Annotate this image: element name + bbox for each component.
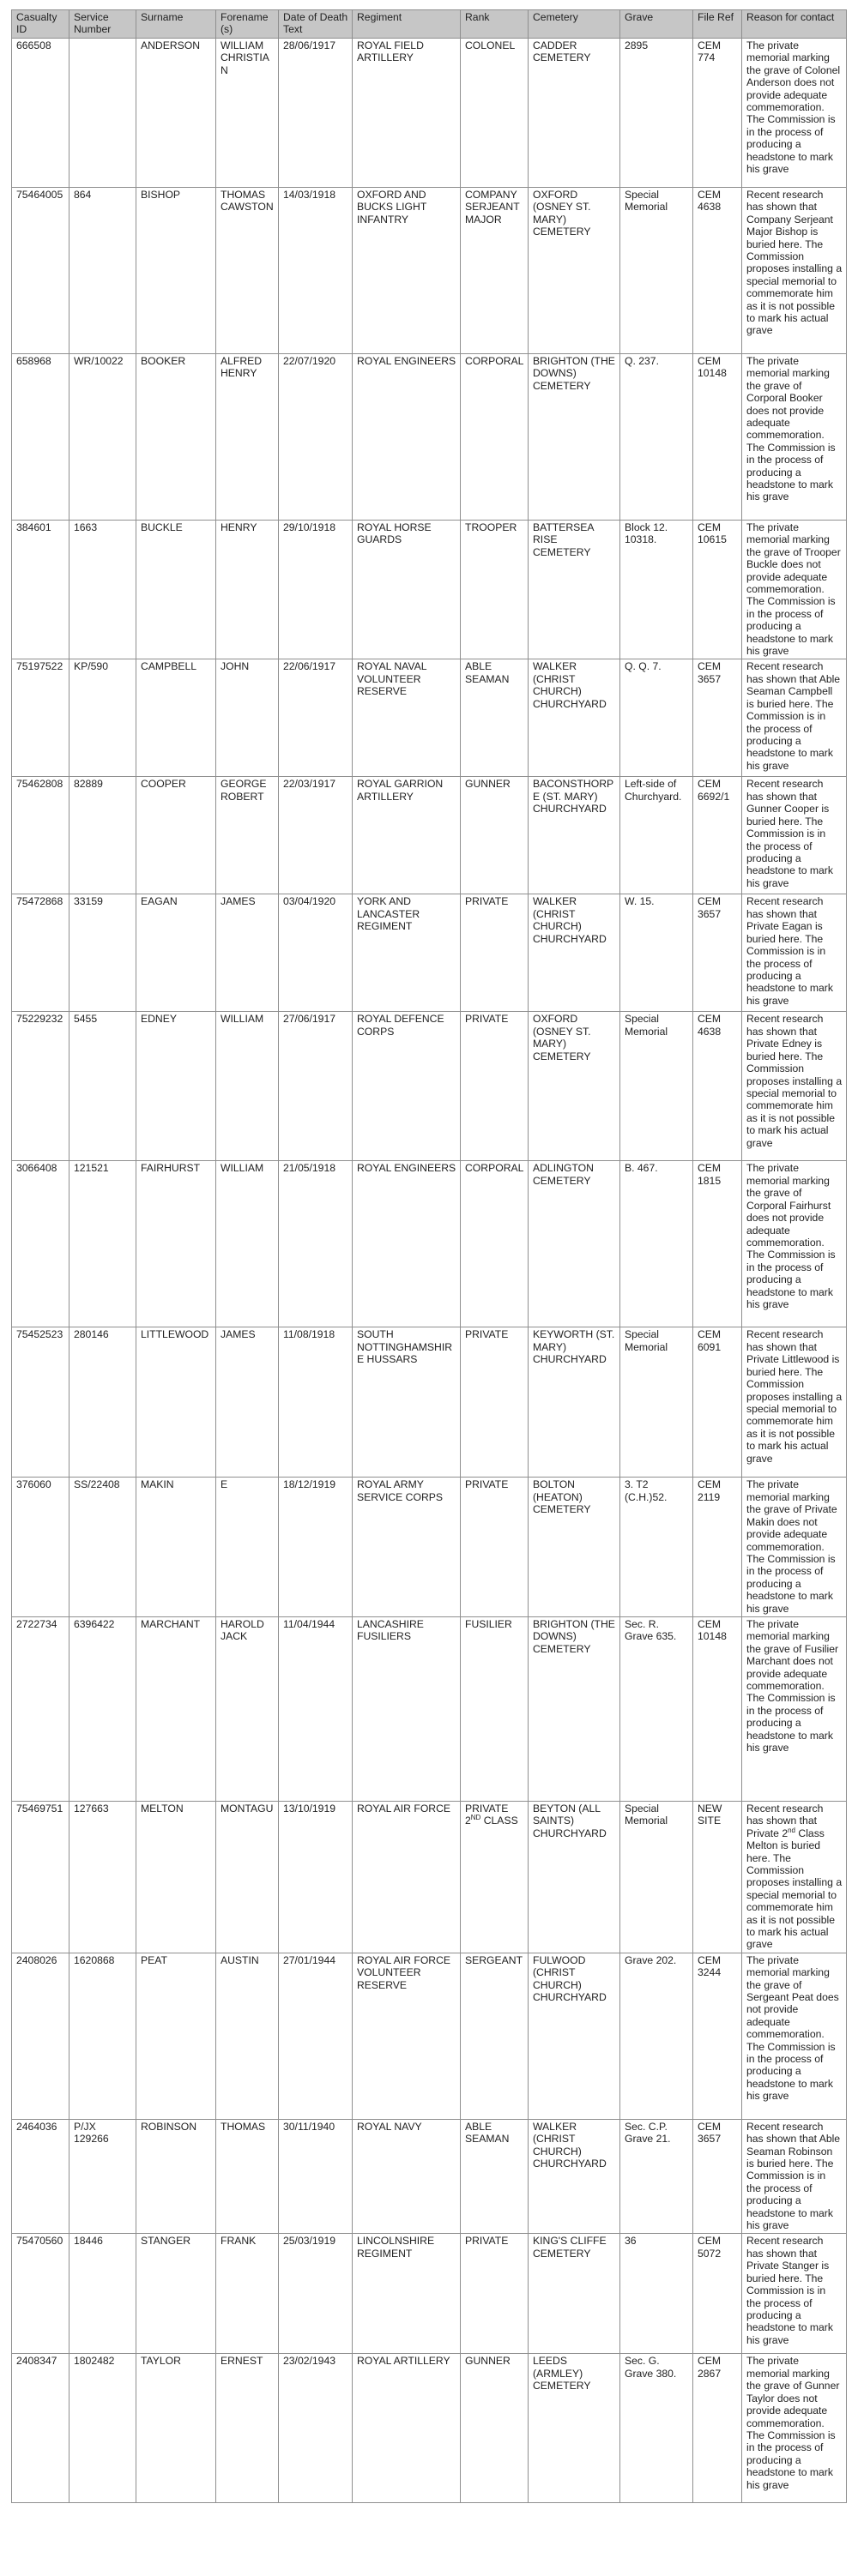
cemetery-cell: WALKER (CHRIST CHURCH) CHURCHYARD	[529, 2119, 620, 2234]
table-row	[12, 1012, 847, 1161]
table-row	[12, 2234, 847, 2354]
header-casualty-id: Casualty ID	[12, 10, 69, 39]
rank-cell: FUSILIER	[461, 1616, 529, 1801]
table-row	[12, 39, 847, 188]
cemetery-cell: CADDER CEMETERY	[529, 39, 620, 188]
regiment-cell: SOUTH NOTTINGHAMSHIRE HUSSARS	[353, 1327, 461, 1478]
table-row	[12, 521, 847, 659]
file-ref-cell: CEM 2119	[693, 1478, 742, 1616]
regiment-cell: ROYAL AIR FORCE	[353, 1801, 461, 1953]
service-number-cell: 1802482	[69, 2354, 136, 2503]
rank-cell: ABLE SEAMAN	[461, 2119, 529, 2234]
casualty-id-cell: 658968	[12, 354, 69, 521]
cemetery-cell: BATTERSEA RISE CEMETERY	[529, 521, 620, 659]
table-row	[12, 1327, 847, 1478]
table-row	[12, 894, 847, 1012]
grave-cell: Special Memorial	[620, 1327, 693, 1478]
date-of-death-cell: 22/07/1920	[279, 354, 353, 521]
rank-cell: COLONEL	[461, 39, 529, 188]
casualty-id-cell: 75472868	[12, 894, 69, 1012]
date-of-death-cell: 27/06/1917	[279, 1012, 353, 1161]
cemetery-cell: BOLTON (HEATON) CEMETERY	[529, 1478, 620, 1616]
reason-text: Recent research has shown that Private 2	[746, 1802, 824, 1839]
file-ref-cell: CEM 6692/1	[693, 777, 742, 894]
service-number-cell: SS/22408	[69, 1478, 136, 1616]
reason-cell	[742, 1801, 847, 1953]
casualty-id-cell: 75470560	[12, 2234, 69, 2354]
rank-cell: SERGEANT	[461, 1953, 529, 2119]
cemetery-cell: BEYTON (ALL SAINTS) CHURCHYARD	[529, 1801, 620, 1953]
table-row	[12, 1478, 847, 1616]
surname-cell: CAMPBELL	[136, 659, 216, 777]
forenames-cell: GEORGE ROBERT	[216, 777, 279, 894]
file-ref-cell: CEM 10148	[693, 354, 742, 521]
reason-cell: Recent research has shown that Private Eagan is buried here. The Commission is in the process of producing a headstone to mark his grave	[742, 894, 847, 1012]
date-of-death-cell: 28/06/1917	[279, 39, 353, 188]
grave-cell: Special Memorial	[620, 1012, 693, 1161]
cemetery-cell: KEYWORTH (ST. MARY) CHURCHYARD	[529, 1327, 620, 1478]
reason-cell: The private memorial marking the grave of Fusilier Marchant does not provide adequate commemoration. The Commission is in the process of producing a headstone to mark his grave	[742, 1616, 847, 1801]
forenames-cell: JAMES	[216, 894, 279, 1012]
grave-cell: Block 12. 10318.	[620, 521, 693, 659]
surname-cell: STANGER	[136, 2234, 216, 2354]
grave-cell: Sec. G. Grave 380.	[620, 2354, 693, 2503]
header-service-number: Service Number	[69, 10, 136, 39]
forenames-cell: WILLIAM	[216, 1161, 279, 1327]
surname-cell: MARCHANT	[136, 1616, 216, 1801]
casualty-id-cell: 2464036	[12, 2119, 69, 2234]
service-number-cell: KP/590	[69, 659, 136, 777]
regiment-cell: OXFORD AND BUCKS LIGHT INFANTRY	[353, 188, 461, 354]
forenames-cell: FRANK	[216, 2234, 279, 2354]
date-of-death-cell: 14/03/1918	[279, 188, 353, 354]
surname-cell: PEAT	[136, 1953, 216, 2119]
table-row	[12, 659, 847, 777]
reason-cell: Recent research has shown that Private Edney is buried here. The Commission proposes installing a special memorial to commemorate him as it is not possible to mark his actual grave	[742, 1012, 847, 1161]
table-row	[12, 2119, 847, 2234]
rank-text: PRIVATE 2	[465, 1802, 509, 1827]
table-row	[12, 188, 847, 354]
reason-cell: The private memorial marking the grave of Private Makin does not provide adequate commemoration. The Commission is in the process of producing a headstone to mark his grave	[742, 1478, 847, 1616]
rank-cell: CORPORAL	[461, 1161, 529, 1327]
casualty-id-cell: 75229232	[12, 1012, 69, 1161]
regiment-cell: YORK AND LANCASTER REGIMENT	[353, 894, 461, 1012]
forenames-cell: ALFRED HENRY	[216, 354, 279, 521]
casualty-id-cell: 3066408	[12, 1161, 69, 1327]
reason-cell: Recent research has shown that Private Littlewood is buried here. The Commission proposes installing a special memorial to commemorate him as it is not possible to mark his actual grave	[742, 1327, 847, 1478]
forenames-cell: HAROLD JACK	[216, 1616, 279, 1801]
reason-cell: The private memorial marking the grave of Corporal Booker does not provide adequate commemoration. The Commission is in the process of producing a headstone to mark his grave	[742, 354, 847, 521]
reason-cell: Recent research has shown that Private Stanger is buried here. The Commission is in the process of producing a headstone to mark his grave	[742, 2234, 847, 2354]
rank-superscript: ND	[470, 1814, 481, 1822]
file-ref-cell: CEM 3657	[693, 2119, 742, 2234]
casualty-id-cell: 75464005	[12, 188, 69, 354]
header-cemetery: Cemetery	[529, 10, 620, 39]
forenames-cell: AUSTIN	[216, 1953, 279, 2119]
table-header-row	[12, 10, 847, 39]
surname-cell: BUCKLE	[136, 521, 216, 659]
rank-cell: TROOPER	[461, 521, 529, 659]
regiment-cell: ROYAL ARMY SERVICE CORPS	[353, 1478, 461, 1616]
casualty-table	[11, 9, 847, 2503]
file-ref-cell: CEM 4638	[693, 188, 742, 354]
surname-cell: TAYLOR	[136, 2354, 216, 2503]
grave-cell: Grave 202.	[620, 1953, 693, 2119]
date-of-death-cell: 29/10/1918	[279, 521, 353, 659]
date-of-death-cell: 11/08/1918	[279, 1327, 353, 1478]
surname-cell: LITTLEWOOD	[136, 1327, 216, 1478]
date-of-death-cell: 25/03/1919	[279, 2234, 353, 2354]
service-number-cell: 280146	[69, 1327, 136, 1478]
regiment-cell: ROYAL HORSE GUARDS	[353, 521, 461, 659]
header-regiment: Regiment	[353, 10, 461, 39]
grave-cell: Q. Q. 7.	[620, 659, 693, 777]
file-ref-cell: CEM 3244	[693, 1953, 742, 2119]
surname-cell: EAGAN	[136, 894, 216, 1012]
grave-cell: 36	[620, 2234, 693, 2354]
header-reason: Reason for contact	[742, 10, 847, 39]
date-of-death-cell: 21/05/1918	[279, 1161, 353, 1327]
date-of-death-cell: 03/04/1920	[279, 894, 353, 1012]
surname-cell: FAIRHURST	[136, 1161, 216, 1327]
grave-cell: Q. 237.	[620, 354, 693, 521]
date-of-death-cell: 30/11/1940	[279, 2119, 353, 2234]
table-row	[12, 777, 847, 894]
date-of-death-cell: 18/12/1919	[279, 1478, 353, 1616]
surname-cell: MELTON	[136, 1801, 216, 1953]
cemetery-cell: OXFORD (OSNEY ST. MARY) CEMETERY	[529, 1012, 620, 1161]
grave-cell: Special Memorial	[620, 188, 693, 354]
reason-cell: The private memorial marking the grave of Trooper Buckle does not provide adequate commemoration. The Commission is in the process of producing a headstone to mark his grave	[742, 521, 847, 659]
surname-cell: MAKIN	[136, 1478, 216, 1616]
casualty-id-cell: 75197522	[12, 659, 69, 777]
casualty-id-cell: 75452523	[12, 1327, 69, 1478]
casualty-id-cell: 384601	[12, 521, 69, 659]
service-number-cell: P/JX 129266	[69, 2119, 136, 2234]
casualty-id-cell: 376060	[12, 1478, 69, 1616]
regiment-cell: ROYAL NAVAL VOLUNTEER RESERVE	[353, 659, 461, 777]
service-number-cell: 864	[69, 188, 136, 354]
file-ref-cell: CEM 3657	[693, 894, 742, 1012]
regiment-cell: ROYAL NAVY	[353, 2119, 461, 2234]
cemetery-cell: BACONSTHORPE (ST. MARY) CHURCHYARD	[529, 777, 620, 894]
rank-text-rest: CLASS	[480, 1815, 518, 1827]
table-row	[12, 1616, 847, 1801]
grave-cell: 3. T2 (C.H.)52.	[620, 1478, 693, 1616]
header-file-ref: File Ref	[693, 10, 742, 39]
file-ref-cell: CEM 774	[693, 39, 742, 188]
reason-cell: The private memorial marking the grave of Sergeant Peat does not provide adequate commemoration. The Commission is in the process of producing a headstone to mark his grave	[742, 1953, 847, 2119]
table-row	[12, 2354, 847, 2503]
regiment-cell: ROYAL ENGINEERS	[353, 1161, 461, 1327]
header-rank: Rank	[461, 10, 529, 39]
rank-cell: PRIVATE	[461, 1012, 529, 1161]
file-ref-cell: CEM 4638	[693, 1012, 742, 1161]
cemetery-cell: WALKER (CHRIST CHURCH) CHURCHYARD	[529, 894, 620, 1012]
reason-cell: Recent research has shown that Gunner Cooper is buried here. The Commission is in the process of producing a headstone to mark his grave	[742, 777, 847, 894]
cemetery-cell: ADLINGTON CEMETERY	[529, 1161, 620, 1327]
header-forenames: Forename (s)	[216, 10, 279, 39]
forenames-cell: WILLIAM	[216, 1012, 279, 1161]
regiment-cell: LANCASHIRE FUSILIERS	[353, 1616, 461, 1801]
forenames-cell: HENRY	[216, 521, 279, 659]
table-row	[12, 1801, 847, 1953]
date-of-death-cell: 23/02/1943	[279, 2354, 353, 2503]
regiment-cell: ROYAL AIR FORCE VOLUNTEER RESERVE	[353, 1953, 461, 2119]
rank-cell: COMPANY SERJEANT MAJOR	[461, 188, 529, 354]
file-ref-cell: NEW SITE	[693, 1801, 742, 1953]
surname-cell: COOPER	[136, 777, 216, 894]
surname-cell: BISHOP	[136, 188, 216, 354]
regiment-cell: ROYAL ENGINEERS	[353, 354, 461, 521]
service-number-cell: 82889	[69, 777, 136, 894]
date-of-death-cell: 22/03/1917	[279, 777, 353, 894]
forenames-cell: JAMES	[216, 1327, 279, 1478]
cemetery-cell: BRIGHTON (THE DOWNS) CEMETERY	[529, 1616, 620, 1801]
casualty-id-cell: 2408026	[12, 1953, 69, 2119]
service-number-cell: 1620868	[69, 1953, 136, 2119]
file-ref-cell: CEM 6091	[693, 1327, 742, 1478]
service-number-cell: 1663	[69, 521, 136, 659]
rank-cell: ABLE SEAMAN	[461, 659, 529, 777]
forenames-cell: THOMAS	[216, 2119, 279, 2234]
date-of-death-cell: 13/10/1919	[279, 1801, 353, 1953]
casualty-table-container	[11, 9, 846, 2503]
regiment-cell: ROYAL FIELD ARTILLERY	[353, 39, 461, 188]
file-ref-cell: CEM 5072	[693, 2234, 742, 2354]
forenames-cell: WILLIAM CHRISTIAN	[216, 39, 279, 188]
rank-cell: GUNNER	[461, 2354, 529, 2503]
rank-cell: GUNNER	[461, 777, 529, 894]
cemetery-cell: OXFORD (OSNEY ST. MARY) CEMETERY	[529, 188, 620, 354]
casualty-id-cell: 2408347	[12, 2354, 69, 2503]
casualty-id-cell: 666508	[12, 39, 69, 188]
grave-cell: W. 15.	[620, 894, 693, 1012]
header-date-of-death: Date of Death Text	[279, 10, 353, 39]
rank-cell	[461, 1801, 529, 1953]
table-row	[12, 1161, 847, 1327]
service-number-cell: WR/10022	[69, 354, 136, 521]
casualty-id-cell: 75462808	[12, 777, 69, 894]
file-ref-cell: CEM 2867	[693, 2354, 742, 2503]
grave-cell: Special Memorial	[620, 1801, 693, 1953]
service-number-cell: 121521	[69, 1161, 136, 1327]
casualty-id-cell: 2722734	[12, 1616, 69, 1801]
service-number-cell: 127663	[69, 1801, 136, 1953]
forenames-cell: ERNEST	[216, 2354, 279, 2503]
service-number-cell: 18446	[69, 2234, 136, 2354]
reason-superscript: nd	[788, 1826, 796, 1834]
surname-cell: ANDERSON	[136, 39, 216, 188]
date-of-death-cell: 27/01/1944	[279, 1953, 353, 2119]
date-of-death-cell: 11/04/1944	[279, 1616, 353, 1801]
surname-cell: ROBINSON	[136, 2119, 216, 2234]
cemetery-cell: LEEDS (ARMLEY) CEMETERY	[529, 2354, 620, 2503]
forenames-cell: JOHN	[216, 659, 279, 777]
reason-cell: Recent research has shown that Company Serjeant Major Bishop is buried here. The Commission proposes installing a special memorial to commemorate him as it is not possible to mark his actual grave	[742, 188, 847, 354]
service-number-cell	[69, 39, 136, 188]
date-of-death-cell: 22/06/1917	[279, 659, 353, 777]
file-ref-cell: CEM 1815	[693, 1161, 742, 1327]
grave-cell: 2895	[620, 39, 693, 188]
header-surname: Surname	[136, 10, 216, 39]
table-row	[12, 354, 847, 521]
casualty-id-cell: 75469751	[12, 1801, 69, 1953]
service-number-cell: 33159	[69, 894, 136, 1012]
cemetery-cell: BRIGHTON (THE DOWNS) CEMETERY	[529, 354, 620, 521]
file-ref-cell: CEM 10615	[693, 521, 742, 659]
cemetery-cell: FULWOOD (CHRIST CHURCH) CHURCHYARD	[529, 1953, 620, 2119]
service-number-cell: 6396422	[69, 1616, 136, 1801]
reason-cell: Recent research has shown that Able Seaman Robinson is buried here. The Commission is in the process of producing a headstone to mark his grave	[742, 2119, 847, 2234]
rank-cell: PRIVATE	[461, 1327, 529, 1478]
rank-cell: PRIVATE	[461, 894, 529, 1012]
regiment-cell: ROYAL GARRION ARTILLERY	[353, 777, 461, 894]
reason-text-rest: Class Melton is buried here. The Commission proposes installing a special memorial to commemorate him as it is not possible to mark his actual grave	[746, 1827, 843, 1951]
regiment-cell: ROYAL DEFENCE CORPS	[353, 1012, 461, 1161]
cemetery-cell: KING'S CLIFFE CEMETERY	[529, 2234, 620, 2354]
file-ref-cell: CEM 10148	[693, 1616, 742, 1801]
rank-cell: PRIVATE	[461, 1478, 529, 1616]
forenames-cell: MONTAGU	[216, 1801, 279, 1953]
regiment-cell: LINCOLNSHIRE REGIMENT	[353, 2234, 461, 2354]
grave-cell: B. 467.	[620, 1161, 693, 1327]
reason-cell: Recent research has shown that Able Seaman Campbell is buried here. The Commission is in the process of producing a headstone to mark his grave	[742, 659, 847, 777]
reason-cell: The private memorial marking the grave of Gunner Taylor does not provide adequate commemoration. The Commission is in the process of producing a headstone to mark his grave	[742, 2354, 847, 2503]
surname-cell: BOOKER	[136, 354, 216, 521]
forenames-cell: THOMAS CAWSTON	[216, 188, 279, 354]
table-row	[12, 1953, 847, 2119]
service-number-cell: 5455	[69, 1012, 136, 1161]
rank-cell: CORPORAL	[461, 354, 529, 521]
header-grave: Grave	[620, 10, 693, 39]
forenames-cell: E	[216, 1478, 279, 1616]
reason-cell: The private memorial marking the grave of Corporal Fairhurst does not provide adequate commemoration. The Commission is in the process of producing a headstone to mark his grave	[742, 1161, 847, 1327]
surname-cell: EDNEY	[136, 1012, 216, 1161]
cemetery-cell: WALKER (CHRIST CHURCH) CHURCHYARD	[529, 659, 620, 777]
regiment-cell: ROYAL ARTILLERY	[353, 2354, 461, 2503]
grave-cell: Left-side of Churchyard.	[620, 777, 693, 894]
reason-cell: The private memorial marking the grave of Colonel Anderson does not provide adequate commemoration. The Commission is in the process of producing a headstone to mark his grave	[742, 39, 847, 188]
grave-cell: Sec. R. Grave 635.	[620, 1616, 693, 1801]
grave-cell: Sec. C.P. Grave 21.	[620, 2119, 693, 2234]
rank-cell: PRIVATE	[461, 2234, 529, 2354]
file-ref-cell: CEM 3657	[693, 659, 742, 777]
